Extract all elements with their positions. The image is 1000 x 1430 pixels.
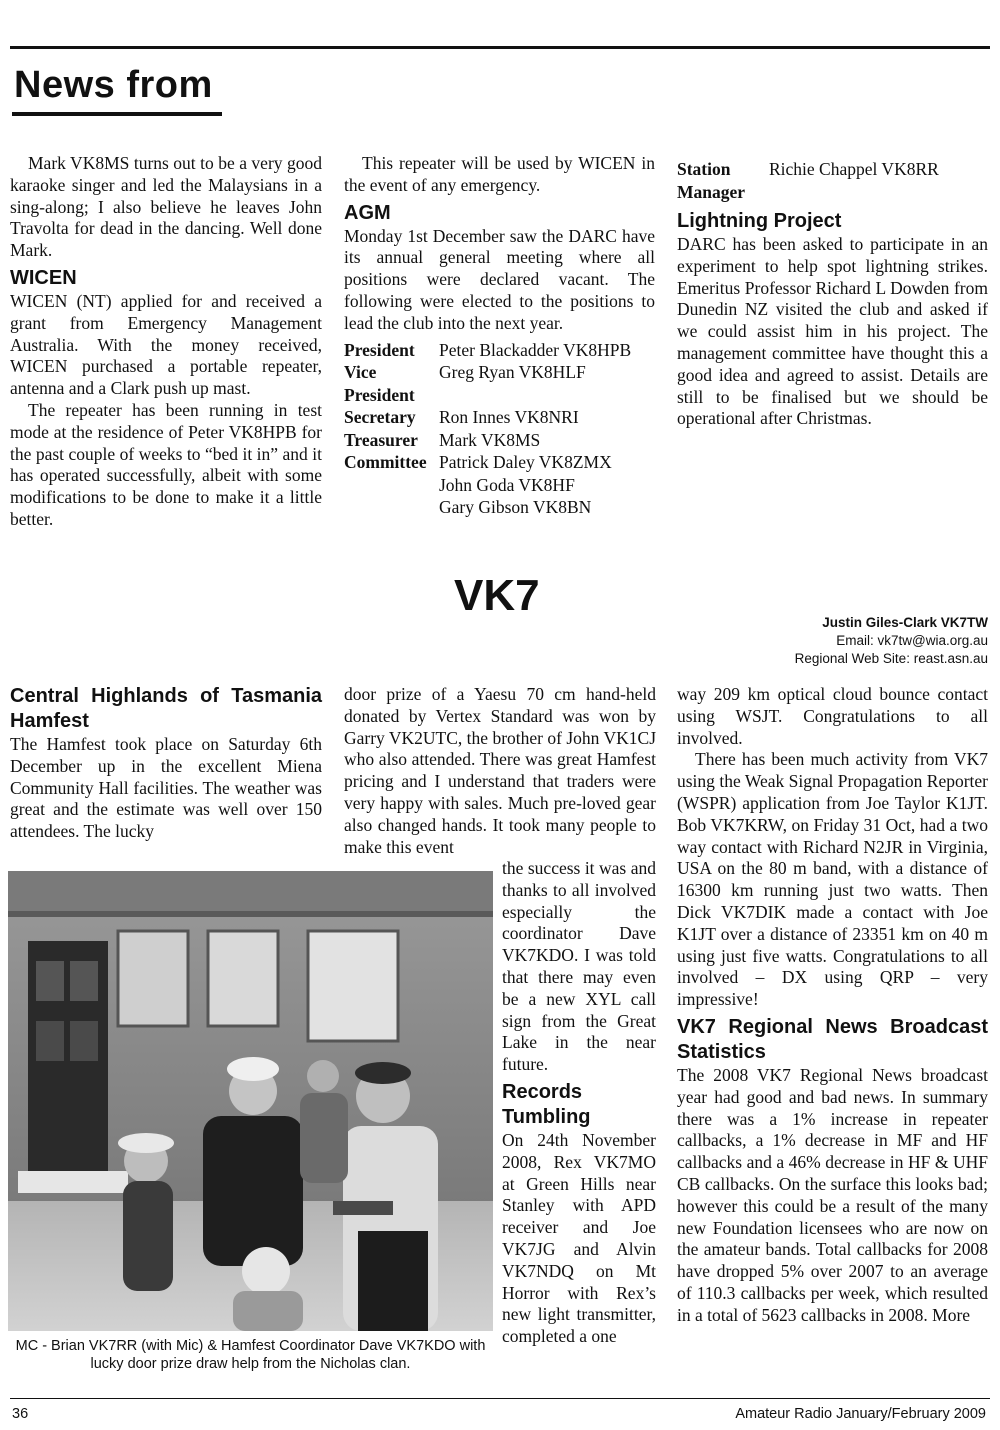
column-3-top xyxy=(677,158,988,430)
station-manager-role: Station Manager xyxy=(677,159,746,202)
officer-row xyxy=(344,496,631,519)
officer-row xyxy=(344,361,631,406)
photo-caption: MC - Brian VK7RR (with Mic) & Hamfest Coordinator Dave VK7KDO with lucky door prize draw help from the Nicholas clan. xyxy=(15,1338,486,1372)
contact-name: Justin Giles-Clark VK7TW xyxy=(822,615,988,630)
officer-row xyxy=(344,429,631,452)
vk7-title: VK7 xyxy=(454,571,540,620)
hamfest-photo-illustration xyxy=(8,871,493,1331)
officer-name: Ron Innes VK8NRI xyxy=(439,407,579,428)
officer-name: Mark VK8MS xyxy=(439,429,541,450)
wicen-paragraph-2: The repeater has been running in test mode at the residence of Peter VK8HPB for the past couple of weeks to “bed it in” and it has operated successfully, albeit with some modifications to be done to make it a little better. xyxy=(10,399,322,529)
wicen-paragraph-1: WICEN (NT) applied for and received a grant from Emergency Management Australia. With the money received, WICEN purchased a portable repeater, antenna and a Clark push up mast. xyxy=(10,290,322,399)
stats-heading: VK7 Regional News Broadcast Statistics xyxy=(677,1015,988,1063)
officer-row xyxy=(344,451,631,474)
station-manager-table xyxy=(677,158,939,203)
page-number: 36 xyxy=(12,1406,29,1422)
lightning-heading: Lightning Project xyxy=(677,210,842,232)
repeater-paragraph: This repeater will be used by WICEN in the event of any emergency. xyxy=(344,153,655,195)
hamfest-heading: Central Highlands of Tasmania Hamfest xyxy=(10,685,322,732)
stats-paragraph: The 2008 VK7 Regional News broadcast year had good and bad news. In summary there was a 1% increase in repeater callbacks, a 1% decrease in MF and HF callbacks and a 46% decrease in HF & UHF CB callbacks. On the surface this looks bad; however this could be a result of the many new Foundation licensees who are now on the amateur bands. Total callbacks for 2008 have dropped 5% over 2007 to an average of 110.3 callbacks per week, which resulted in a total of 5623 callbacks in 2008. More xyxy=(677,1064,988,1325)
station-manager-name: Richie Chappel VK8RR xyxy=(769,159,939,179)
agm-paragraph: Monday 1st December saw the DARC have its annual general meeting where all positions were declared vacant. The following were elected to the positions to lead the club into the next year. xyxy=(344,225,655,333)
column-2-bottom-lower xyxy=(502,858,656,1348)
officer-role: Treasurer xyxy=(344,429,418,450)
column-3-bottom xyxy=(677,684,988,1327)
officer-role: Vice President xyxy=(344,362,415,405)
officer-row xyxy=(344,339,631,362)
lightning-paragraph: DARC has been asked to participate in an experiment to help spot lightning strikes. Emeritus Professor Richard L Dowden from Dunedin NZ visited the club and asked if we could assist him in his project. The management committee have thought this a good idea and agreed to assist. Details are still to be finalised but we should be operational after Christmas. xyxy=(677,234,988,429)
agm-heading: AGM xyxy=(344,201,391,224)
footer-rule xyxy=(10,1398,990,1399)
records-heading: Records Tumbling xyxy=(502,1080,591,1128)
officer-role xyxy=(344,496,439,519)
wicen-heading: WICEN xyxy=(10,266,77,289)
optical-bounce-paragraph: way 209 km optical cloud bounce contact using WSJT. Congratulations to all involved. xyxy=(677,684,988,748)
officer-name: Greg Ryan VK8HLF xyxy=(439,362,586,383)
officer-name: Gary Gibson VK8BN xyxy=(439,497,592,518)
column-2-bottom-upper xyxy=(344,684,656,858)
contact-website: Regional Web Site: reast.asn.au xyxy=(794,651,988,666)
officer-role xyxy=(344,474,439,497)
officer-row xyxy=(344,406,631,429)
hamfest-paragraph-end: the success it was and thanks to all involved especially the coordinator Dave VK7KDO. I was told that there may even be a new XYL call sign from the Great Lake in the near future. xyxy=(502,858,656,1075)
officer-row xyxy=(344,474,631,497)
top-rule xyxy=(10,46,990,49)
intro-paragraph: Mark VK8MS turns out to be a very good karaoke singer and led the Malaysians in a sing-along; I also believe he leaves John Travolta for dead in the dancing. Well done Mark. xyxy=(10,153,322,261)
officer-name: John Goda VK8HF xyxy=(439,474,575,495)
officer-name: Patrick Daley VK8ZMX xyxy=(439,452,612,473)
contact-block xyxy=(795,614,988,668)
section-title-underline xyxy=(12,112,222,116)
hamfest-paragraph-cont: door prize of a Yaesu 70 cm hand-held donated by Vertex Standard was won by Garry VK2UTC, the brother of John VK1CJ who also attended. There was great Hamfest pricing and I understand that traders were very happy with sales. Much pre-loved gear also changed hands. It took many people to make this event xyxy=(344,684,656,857)
wspr-paragraph: There has been much activity from VK7 using the Weak Signal Propagation Reporter (WSPR) application from Joe Taylor K1JT. Bob VK7KRW, on Friday 31 Oct, had a two way contact with Richard N2JR in Virginia, USA on the 80 m band, with a distance of 16300 km running just two watts. Then Dick VK7DIK made a contact with Joe K1JT over a distance of 23351 km on 40 m using just five watts. Congratulations to all involved – DX using QRP – very impressive! xyxy=(677,749,988,1010)
contact-email: Email: vk7tw@wia.org.au xyxy=(836,633,988,648)
records-paragraph: On 24th November 2008, Rex VK7MO at Green Hills near Stanley with APD receiver and Joe VK7JG and Alvin VK7NDQ on Mt Horror with Rex’s new light transmitter, completed a one xyxy=(502,1129,656,1347)
hamfest-paragraph: The Hamfest took place on Saturday 6th December up in the excellent Miena Community Hall facilities. The weather was great and the estimate was well over 150 attendees. The lucky xyxy=(10,734,322,842)
hamfest-photo xyxy=(8,871,493,1331)
officers-table xyxy=(344,339,631,519)
officer-role: President xyxy=(344,339,415,360)
officer-role: Secretary xyxy=(344,407,416,428)
column-2-top xyxy=(344,153,655,519)
column-1-top xyxy=(10,153,322,531)
officer-role: Committee xyxy=(344,452,427,473)
officer-name: Peter Blackadder VK8HPB xyxy=(439,339,632,360)
officer-row xyxy=(677,158,939,203)
section-title: News from xyxy=(14,64,213,106)
column-1-bottom xyxy=(10,684,322,843)
publication-name: Amateur Radio January/February 2009 xyxy=(735,1406,986,1422)
